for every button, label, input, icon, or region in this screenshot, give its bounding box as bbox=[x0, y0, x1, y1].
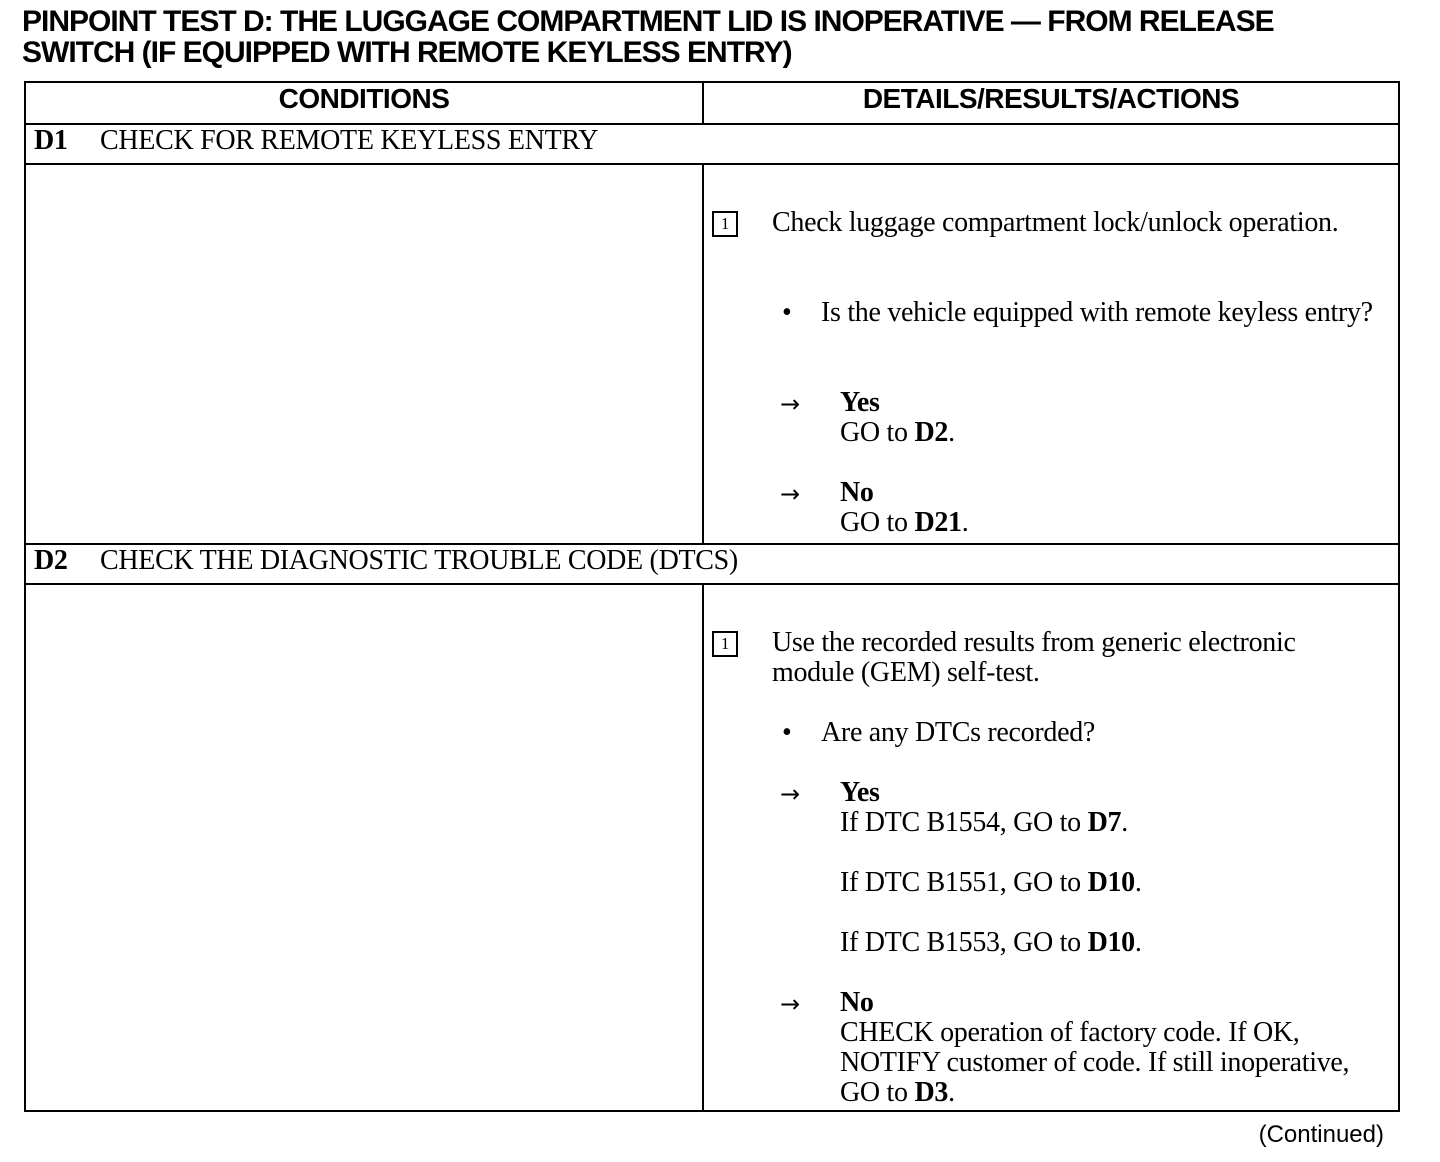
conditions-cell-d2 bbox=[25, 584, 703, 1111]
step-id: D1 bbox=[34, 125, 68, 156]
yes-line-target: D10 bbox=[1087, 867, 1135, 898]
no-action: GO to bbox=[840, 507, 908, 538]
step-header-row-d1 bbox=[25, 124, 1399, 164]
pinpoint-test-table bbox=[24, 81, 1400, 1112]
yes-line-text: If DTC B1553, GO to bbox=[840, 927, 1081, 958]
page-title-line-1: PINPOINT TEST D: THE LUGGAGE COMPARTMENT LID IS INOPERATIVE — FROM RELEASE bbox=[22, 5, 1274, 38]
continued-note: (Continued) bbox=[1258, 1121, 1384, 1148]
column-header-row bbox=[25, 82, 1399, 124]
step-body-row-d2 bbox=[25, 584, 1399, 1111]
no-target: D21 bbox=[914, 507, 962, 538]
yes-label: Yes bbox=[840, 777, 880, 808]
yes-line-end: . bbox=[1134, 927, 1142, 958]
step-header-d2 bbox=[25, 544, 1399, 584]
no-action: CHECK operation of factory code. If OK, NOTIFY customer of code. If still inoperative, GO to bbox=[840, 1017, 1350, 1108]
yes-line bbox=[840, 868, 1380, 898]
yes-line-end: . bbox=[1121, 807, 1128, 838]
yes-line-target: D7 bbox=[1087, 807, 1122, 838]
step-header-d1 bbox=[25, 124, 1399, 164]
no-target: D3 bbox=[914, 1077, 949, 1108]
step-body-row-d1 bbox=[25, 164, 1399, 544]
conditions-cell-d1 bbox=[25, 164, 703, 544]
step-title: CHECK FOR REMOTE KEYLESS ENTRY bbox=[100, 125, 599, 156]
yes-action: GO to bbox=[840, 417, 908, 448]
yes-target: D2 bbox=[914, 417, 949, 448]
instruction-text: Use the recorded results from generic electronic module (GEM) self-test. bbox=[772, 627, 1296, 688]
bullet-icon: • bbox=[782, 717, 792, 748]
step-header-row-d2 bbox=[25, 544, 1399, 584]
yes-end: . bbox=[948, 417, 955, 448]
yes-line-text: If DTC B1551, GO to bbox=[840, 867, 1081, 898]
yes-line-end: . bbox=[1134, 867, 1142, 898]
question-text: Is the vehicle equipped with remote keyless entry? bbox=[821, 297, 1373, 328]
page-title bbox=[22, 6, 1412, 68]
step-number-box: 1 bbox=[712, 211, 738, 237]
instruction-text: Check luggage compartment lock/unlock operation. bbox=[772, 207, 1339, 238]
right-arrow-icon: → bbox=[780, 390, 800, 418]
bullet-icon: • bbox=[782, 297, 792, 328]
no-label: No bbox=[840, 987, 874, 1018]
yes-line bbox=[840, 928, 1380, 958]
details-cell-d1 bbox=[703, 164, 1399, 544]
question-text: Are any DTCs recorded? bbox=[821, 717, 1096, 748]
right-arrow-icon: → bbox=[780, 480, 800, 508]
yes-line-text: If DTC B1554, GO to bbox=[840, 807, 1081, 838]
step-id: D2 bbox=[34, 545, 68, 576]
right-arrow-icon: → bbox=[780, 780, 800, 808]
details-cell-d2 bbox=[703, 584, 1399, 1111]
conditions-column-header: CONDITIONS bbox=[25, 82, 703, 124]
yes-label: Yes bbox=[840, 387, 880, 418]
details-column-header: DETAILS/RESULTS/ACTIONS bbox=[703, 82, 1399, 124]
step-title: CHECK THE DIAGNOSTIC TROUBLE CODE (DTCS) bbox=[100, 545, 738, 576]
yes-answer bbox=[840, 388, 1380, 448]
yes-answer bbox=[840, 778, 1380, 838]
no-label: No bbox=[840, 477, 874, 508]
right-arrow-icon: → bbox=[780, 990, 800, 1018]
no-end: . bbox=[961, 507, 969, 538]
no-answer bbox=[840, 988, 1360, 1108]
yes-line-target: D10 bbox=[1087, 927, 1135, 958]
page-title-line-2: SWITCH (IF EQUIPPED WITH REMOTE KEYLESS ENTRY) bbox=[22, 36, 792, 69]
step-number-box: 1 bbox=[712, 631, 738, 657]
no-answer bbox=[840, 478, 1380, 538]
no-end: . bbox=[948, 1077, 955, 1108]
